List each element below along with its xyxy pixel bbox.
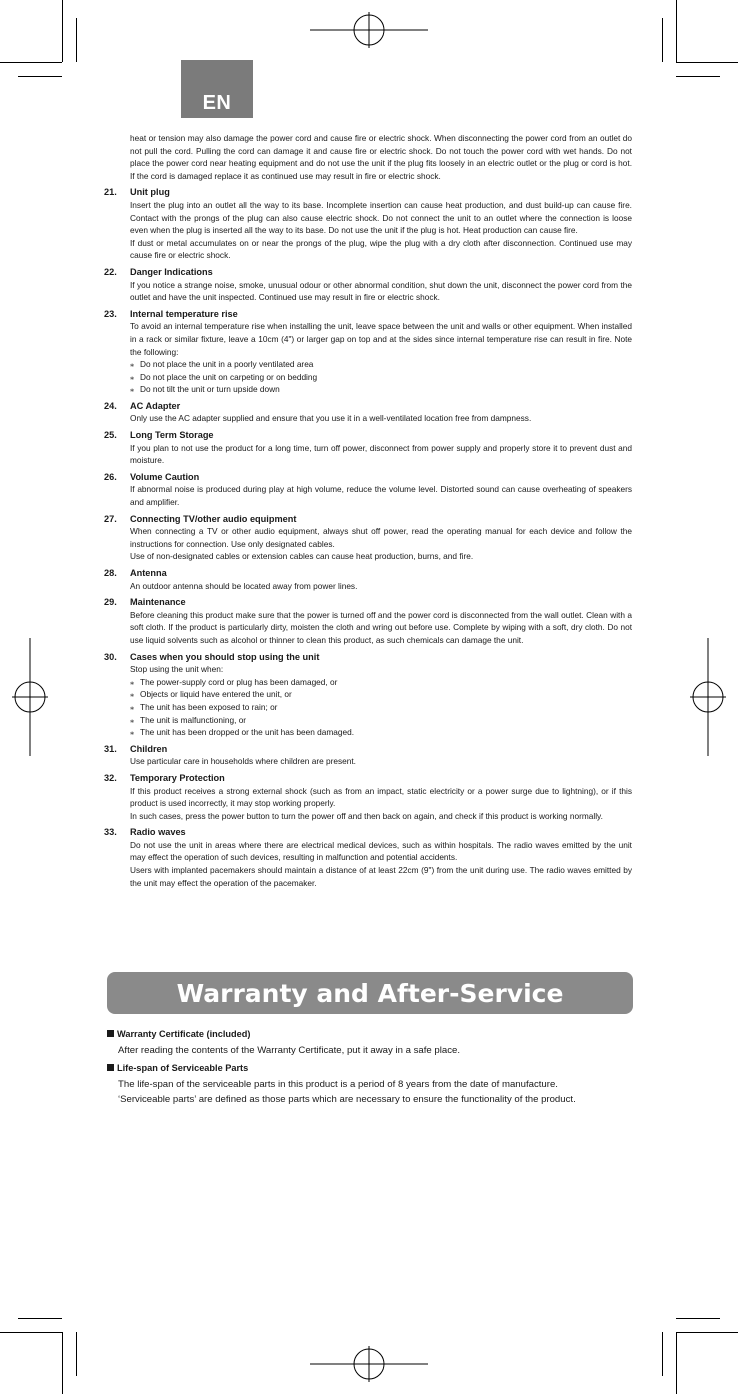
item-body (130, 772, 632, 822)
item-bullet (130, 688, 632, 701)
crop-mark (676, 1332, 738, 1333)
safety-item (104, 743, 632, 768)
item-body (130, 651, 632, 739)
safety-item (104, 266, 632, 304)
warranty-text: The life-span of the serviceable parts in this product is a period of 8 years from the date of manufacture. (118, 1078, 558, 1090)
item-text: When connecting a TV or other audio equipment, always shut off power, read the operating manual for each device and follow the instructions for connection. Use only designated cables. (130, 526, 632, 549)
safety-item (104, 400, 632, 425)
warranty-heading-text: Life-span of Serviceable Parts (117, 1063, 249, 1073)
item-bullet (130, 726, 632, 739)
registration-mark-right (690, 638, 726, 756)
safety-item (104, 772, 632, 822)
item-text: Do not use the unit in areas where there are electrical medical devices, such as within hospitals. The radio waves emitted by the unit may effect the operation of such devices, resulting in malfunction and potential accidents. (130, 839, 632, 863)
item-number: 21. (104, 187, 117, 198)
item-title: Temporary Protection (130, 772, 225, 783)
item-bullet (130, 383, 632, 396)
intro-paragraph: heat or tension may also damage the power cord and cause fire or electric shock. When disconnecting the power cord from an outlet do not pull the cord. Pulling the cord can damage it and cause fire or electric shock. Do not touch the power cord with wet hands. Do not place the power cord near heating equipment and do not use the unit if the plug fits loosely in an electric outlet or the plug or cord is hot. If the cord is damaged replace it as continued use may result in fire or electric shock. (130, 133, 632, 181)
item-text: If abnormal noise is produced during play at high volume, reduce the volume level. Distorted sound can cause overheating of speakers and amplifier. (130, 484, 632, 508)
warranty-heading (107, 1027, 627, 1043)
bullet-mark: ⁎ (130, 727, 135, 738)
bullet-text: The unit has been dropped or the unit has been damaged. (140, 727, 355, 738)
bullet-text: The power-supply cord or plug has been damaged, or (140, 676, 338, 687)
item-body (130, 567, 632, 592)
item-text: If this product receives a strong external shock (such as from an impact, static electricity or a power surge due to lightning), or if this product is used incorrectly, it may stop working properly. (130, 785, 632, 809)
bullet-mark: ⁎ (130, 714, 135, 725)
item-number: 25. (104, 430, 117, 441)
crop-mark (62, 1332, 63, 1394)
item-bullet (130, 676, 632, 689)
warranty-heading-text: Warranty Certificate (included) (117, 1029, 251, 1039)
item-body (130, 308, 632, 396)
item-text: Only use the AC adapter supplied and ensure that you use it in a well-ventilated location free from dampness. (130, 413, 532, 424)
bullet-mark: ⁎ (130, 384, 135, 395)
item-title: Children (130, 743, 168, 754)
crop-mark (662, 1332, 663, 1376)
crop-mark (76, 1332, 77, 1376)
crop-mark (0, 1332, 62, 1333)
item-bullet (130, 358, 632, 371)
item-title: AC Adapter (130, 400, 181, 411)
item-body (130, 471, 632, 509)
item-title: Internal temperature rise (130, 308, 238, 319)
item-body (130, 400, 632, 425)
item-title: Antenna (130, 568, 167, 578)
warranty-text: After reading the contents of the Warranty Certificate, put it away in a safe place. (118, 1044, 460, 1056)
warranty-text: ‘Serviceable parts’ are defined as those parts which are necessary to ensure the functionality of the product. (118, 1094, 576, 1105)
item-body (130, 429, 632, 467)
crop-mark (0, 62, 62, 63)
warranty-banner: Warranty and After-Service (107, 972, 633, 1014)
item-text: Use of non-designated cables or extension cables can cause heat production, burns, and fire. (130, 551, 474, 562)
crop-mark (76, 18, 77, 62)
item-body (130, 826, 632, 889)
crop-mark (676, 76, 720, 77)
item-body (130, 266, 632, 304)
item-text: Users with implanted pacemakers should maintain a distance of at least 22cm (9") from the unit during use. The radio waves emitted by the unit may effect the operation of the pacemaker. (130, 865, 632, 888)
item-title: Cases when you should stop using the unit (130, 651, 320, 662)
item-title: Long Term Storage (130, 430, 214, 441)
item-number: 23. (104, 308, 117, 319)
bullet-mark: ⁎ (130, 359, 135, 370)
safety-item (104, 651, 632, 739)
item-text: To avoid an internal temperature rise when installing the unit, leave space between the unit and walls or other equipment. When installed in a rack or similar fixture, leave a 10cm (4") or larger gap on top and at the sides since internal temperature rise can result in fire. Note the following: (130, 321, 632, 357)
item-text: Stop using the unit when: (130, 664, 224, 675)
item-bullet (130, 714, 632, 727)
bullet-mark: ⁎ (130, 676, 135, 687)
item-text: If you notice a strange noise, smoke, unusual odour or other abnormal condition, shut down the unit, disconnect the power cord from the outlet and have the unit inspected. Continued use may result in fire or electric shock. (130, 279, 632, 303)
safety-item (104, 567, 632, 592)
item-title: Danger Indications (130, 266, 213, 277)
crop-mark (662, 18, 663, 62)
warranty-heading (107, 1061, 627, 1077)
language-tab: EN (181, 60, 253, 118)
item-body (130, 513, 632, 563)
crop-mark (18, 1318, 62, 1319)
crop-mark (62, 0, 63, 62)
safety-item (104, 513, 632, 563)
item-title: Connecting TV/other audio equipment (130, 513, 297, 524)
bullet-text: Objects or liquid have entered the unit, or (140, 689, 292, 700)
safety-content (104, 132, 632, 889)
item-number: 33. (104, 827, 117, 838)
crop-mark (676, 1332, 677, 1394)
crop-mark (676, 1318, 720, 1319)
warranty-section (107, 1061, 627, 1108)
item-text: An outdoor antenna should be located away from power lines. (130, 580, 358, 591)
item-bullet (130, 701, 632, 714)
item-number: 31. (104, 743, 117, 754)
crop-mark (676, 0, 677, 62)
item-bullet (130, 371, 632, 384)
item-number: 22. (104, 266, 117, 277)
bullet-text: The unit is malfunctioning, or (140, 714, 247, 725)
item-text: Use particular care in households where children are present. (130, 756, 356, 767)
safety-item (104, 186, 632, 262)
item-body (130, 743, 632, 768)
crop-mark (676, 62, 738, 63)
safety-item (104, 826, 632, 889)
bullet-text: Do not place the unit on carpeting or on bedding (140, 371, 318, 382)
crop-mark (18, 76, 62, 77)
safety-item (104, 471, 632, 509)
bullet-text: Do not tilt the unit or turn upside down (140, 384, 280, 395)
item-text: Insert the plug into an outlet all the way to its base. Incomplete insertion can cause heat production, and dust build-up can cause fire. Contact with the prongs of the plug can also cause electric shock. Do not connect the unit to an outlet where the connection is loose even when the plug is inserted all the way to its base. Do not use the unit if the plug is hot. Heat production can cause fire. (130, 199, 632, 236)
bullet-text: Do not place the unit in a poorly ventilated area (140, 359, 314, 370)
safety-item (104, 308, 632, 396)
safety-item (104, 429, 632, 467)
item-text: If you plan to not use the product for a long time, turn off power, disconnect from power supply and properly store it to prevent dust and moisture. (130, 442, 632, 466)
item-number: 27. (104, 513, 117, 524)
registration-mark-left (12, 638, 48, 756)
item-number: 29. (104, 597, 117, 608)
square-bullet-icon (107, 1064, 114, 1071)
item-number: 28. (104, 568, 117, 578)
safety-item (104, 596, 632, 646)
bullet-mark: ⁎ (130, 689, 135, 700)
square-bullet-icon (107, 1030, 114, 1037)
registration-mark-bottom (310, 1346, 428, 1382)
bullet-mark: ⁎ (130, 701, 135, 712)
warranty-section (107, 1027, 627, 1058)
item-number: 26. (104, 471, 117, 482)
item-body (130, 596, 632, 646)
item-text: Before cleaning this product make sure that the power is turned off and the power cord is disconnected from the wall outlet. Clean with a soft cloth. If the product is particularly dirty, moisten the cloth and wring out before use. Complete by wiping with a soft, dry cloth. Do not use liquid solvents such as alcohol or thinner to clean this product, as such chemicals can damage the unit. (130, 609, 632, 645)
item-text: If dust or metal accumulates on or near the prongs of the plug, wipe the plug with a dry cloth after disconnection. Continued use may cause fire or electric shock. (130, 237, 632, 261)
item-title: Maintenance (130, 597, 186, 608)
item-title: Volume Caution (130, 471, 200, 482)
bullet-mark: ⁎ (130, 371, 135, 382)
item-title: Unit plug (130, 187, 170, 198)
item-text: In such cases, press the power button to turn the power off and then back on again, and check if this product is working normally. (130, 810, 603, 821)
bullet-text: The unit has been exposed to rain; or (140, 701, 278, 712)
item-number: 30. (104, 651, 117, 662)
safety-items-list (104, 186, 632, 889)
item-number: 24. (104, 400, 117, 411)
registration-mark-top (310, 12, 428, 48)
item-body (130, 186, 632, 262)
warranty-sections (107, 1027, 627, 1108)
item-title: Radio waves (130, 827, 186, 838)
item-number: 32. (104, 772, 117, 783)
